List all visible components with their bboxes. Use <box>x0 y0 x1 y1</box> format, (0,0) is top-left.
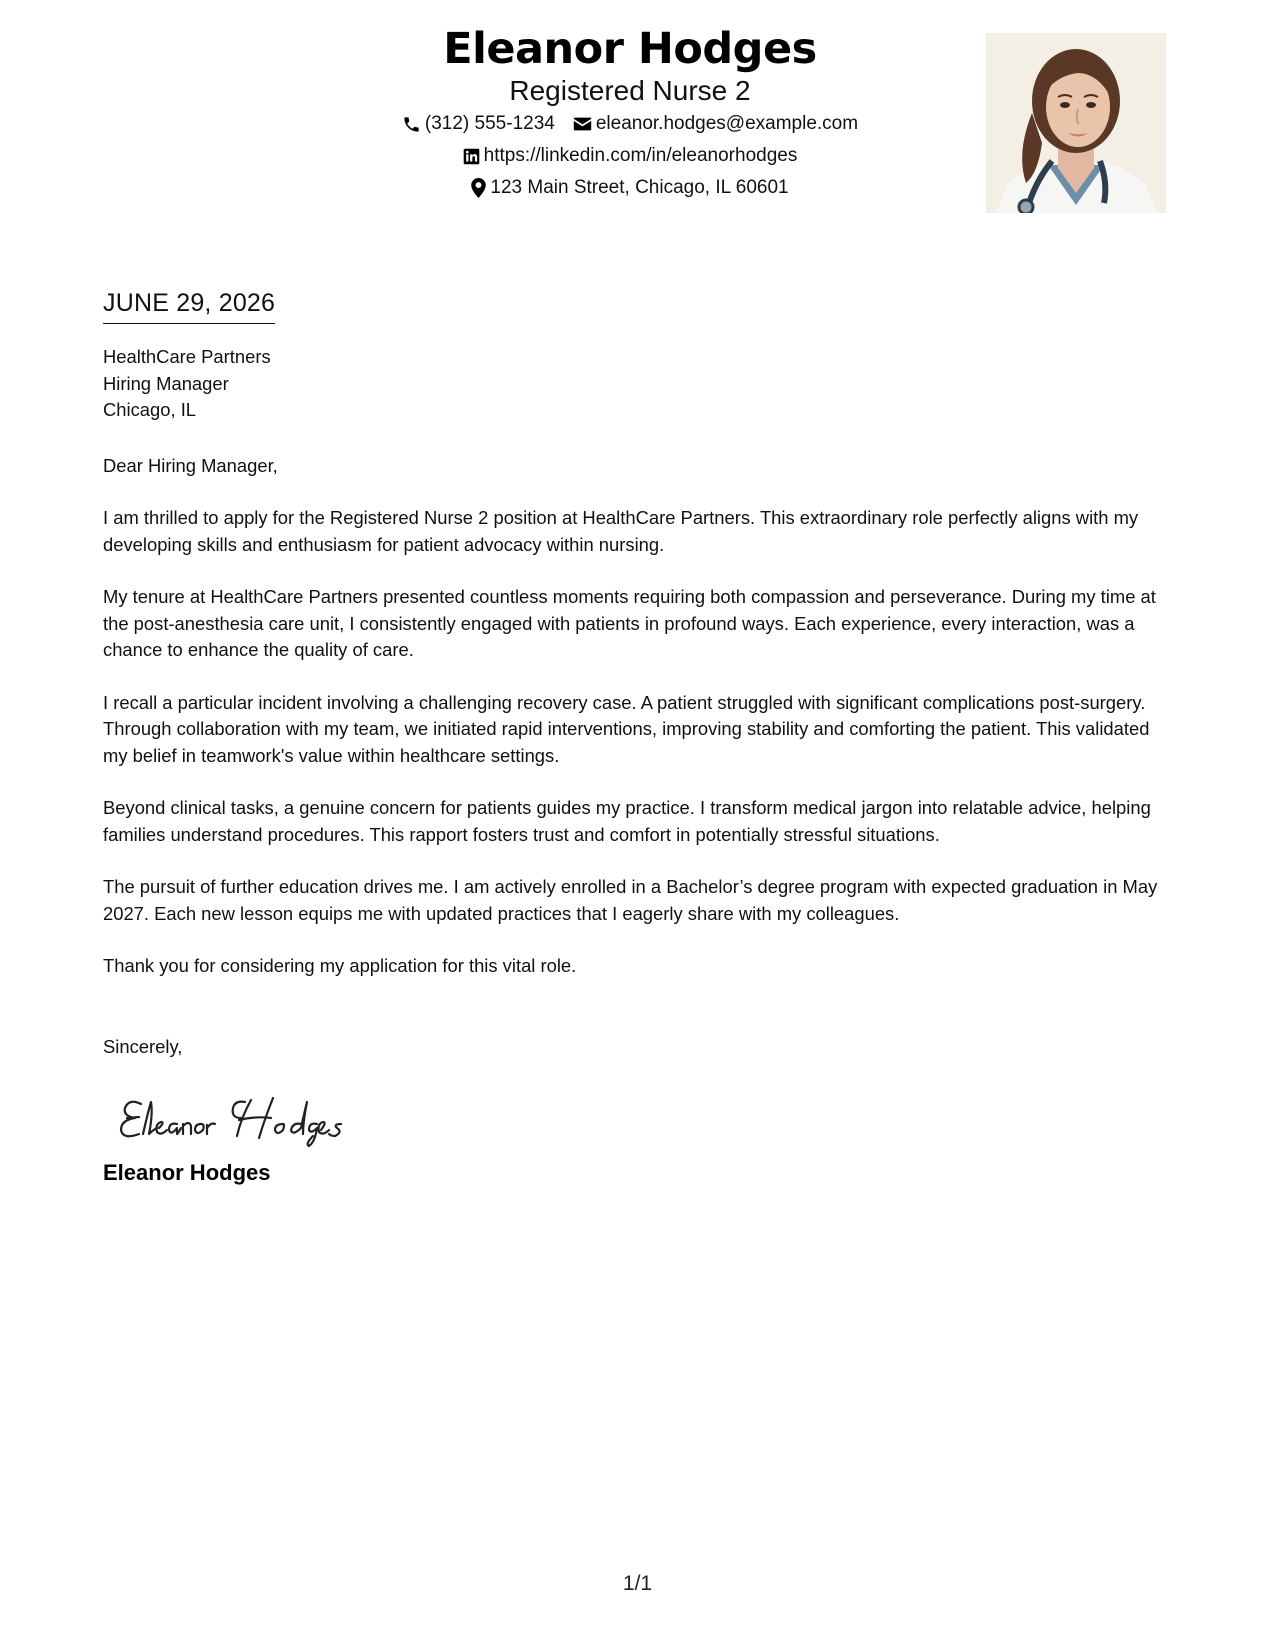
salutation: Dear Hiring Manager, <box>103 454 278 476</box>
recipient-block <box>103 344 1178 424</box>
address-contact <box>471 172 788 204</box>
linkedin-icon <box>463 148 480 165</box>
paragraph-patient-care: Beyond clinical tasks, a genuine concern for patients guides my practice. I transform medical jargon into relatable advice, helping families understand procedures. This rapport fosters trust and comfort in potentially stressful situations. <box>103 797 1151 845</box>
closing: Sincerely, <box>103 1035 183 1057</box>
address-text: 123 Main Street, Chicago, IL 60601 <box>490 177 789 198</box>
paragraph-education: The pursuit of further education drives me. I am actively enrolled in a Bachelor’s degree program with expected graduation in May 2027. Each new lesson equips me with updated practices that I eagerly share with my colleagues. <box>103 876 1158 924</box>
header <box>200 22 1060 204</box>
recipient-location: Chicago, IL <box>103 399 197 420</box>
letter-body <box>103 283 1178 1188</box>
handwritten-signature <box>115 1088 1178 1148</box>
recipient-company: HealthCare Partners <box>103 346 271 367</box>
phone-contact <box>402 108 555 140</box>
recipient-title: Hiring Manager <box>103 372 229 394</box>
page-number: 1/1 <box>622 1572 653 1595</box>
paragraph-incident: I recall a particular incident involving a challenging recovery case. A patient struggled with significant complications post-surgery. Through collaboration with my team, we initiated rapid interventions, improving stability and comforting the patient. This validated my belief in teamwork's value within healthcare settings. <box>103 691 1150 766</box>
envelope-icon <box>573 116 592 132</box>
applicant-name: Eleanor Hodges <box>443 24 817 74</box>
linkedin-text[interactable]: https://linkedin.com/in/eleanorhodges <box>483 145 798 166</box>
email-text[interactable]: eleanor.hodges@example.com <box>595 113 859 134</box>
letter-date: JUNE 29, 2026 <box>103 283 275 324</box>
paragraph-thanks: Thank you for considering my application for this vital role. <box>103 955 577 976</box>
applicant-role: Registered Nurse 2 <box>509 75 751 106</box>
contact-line-phone-email <box>200 108 1060 140</box>
contact-line-address <box>200 172 1060 204</box>
contact-line-linkedin <box>200 140 1060 172</box>
paragraph-experience: My tenure at HealthCare Partners presented countless moments requiring both compassion and perseverance. During my time at the post-anesthesia care unit, I consistently engaged with patients in profound ways. Each experience, every interaction, was a chance to enhance the quality of care. <box>103 586 1156 660</box>
linkedin-contact[interactable] <box>463 140 798 172</box>
profile-photo <box>986 33 1166 213</box>
map-pin-icon <box>471 178 486 198</box>
phone-icon <box>402 115 421 134</box>
paragraph-intro: I am thrilled to apply for the Registered Nurse 2 position at HealthCare Partners. This extraordinary role perfectly aligns with my developing skills and enthusiasm for patient advocacy within nursing. <box>103 507 1139 555</box>
phone-text: (312) 555-1234 <box>424 113 555 134</box>
email-contact[interactable] <box>573 108 858 140</box>
signer-name: Eleanor Hodges <box>103 1160 271 1185</box>
